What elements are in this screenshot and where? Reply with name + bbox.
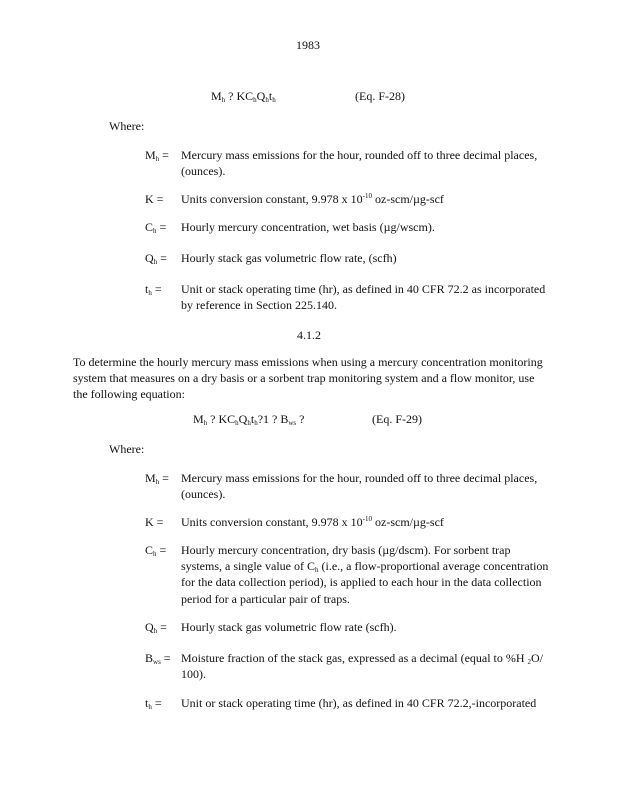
definition-th: [145, 281, 555, 315]
eq-subscript: h: [203, 419, 208, 427]
page-number: 1983: [296, 38, 320, 52]
definition-text: Hourly stack gas volumetric flow rate, (scfh): [181, 251, 397, 265]
equation-f29: [193, 411, 304, 427]
equation-f28: [211, 88, 276, 104]
eq-symbol: M: [211, 89, 222, 103]
eq-subscript: h: [265, 96, 269, 104]
section-number: 4.1.2: [297, 328, 321, 342]
definition-text: Moisture fraction of the stack gas, expressed as a decimal (equal to %H $_2$O/ 100).: [181, 651, 544, 682]
definition-text: Mercury mass emissions for the hour, rounded off to three decimal places, (ounces).: [181, 471, 538, 502]
definition-text: Hourly mercury concentration, dry basis (µg/dscm). For sorbent trap systems, a single value of $C_h$ (i.e., a flow-proportional average concentration for the data collection period), is applied to each hour in the data collection period for a particular pair of traps.: [181, 543, 549, 606]
where-label: Where:: [109, 119, 145, 133]
equation-label-f28: (Eq. F-28): [355, 89, 405, 103]
definition-th: [145, 695, 555, 713]
definition-symbol: K =: [145, 192, 164, 206]
definition-ch: [145, 219, 555, 237]
equation-label-f29: (Eq. F-29): [372, 412, 422, 426]
eq-symbol: t: [268, 89, 273, 103]
definition-text: Hourly stack gas volumetric flow rate (scfh).: [181, 620, 397, 634]
definition-k: [145, 514, 555, 532]
eq-symbol: Q: [256, 89, 266, 103]
definition-symbol: K =: [145, 515, 164, 529]
definition-symbol: $M_h$ =: [145, 471, 169, 486]
eq-subscript: h: [272, 96, 276, 104]
eq-subscript: ws: [288, 419, 297, 427]
where-label: Where:: [109, 442, 145, 456]
eq-subscript: h: [247, 419, 251, 427]
definition-text: Unit or stack operating time (hr), as defined in 40 CFR 72.2,-incorporated: [181, 696, 537, 710]
definition-text: Hourly mercury concentration, wet basis (µg/wscm).: [181, 220, 435, 234]
definition-qh: [145, 250, 555, 268]
eq-symbol: t: [250, 412, 255, 426]
eq-symbol: M: [193, 412, 204, 426]
definition-mh: [145, 147, 555, 181]
definition-text: Units conversion constant, 9.978 x $10^{-10}$ oz-scm/µg-scf: [181, 515, 444, 529]
eq-operator: ? KC: [225, 89, 254, 103]
definition-symbol: $C_h$ =: [145, 220, 167, 235]
eq-subscript: h: [254, 419, 258, 427]
eq-operator: ?1 ? B: [257, 412, 289, 426]
definition-symbol: $Q_h$ =: [145, 251, 167, 266]
definition-symbol: $M_h$ =: [145, 148, 169, 163]
eq-symbol: Q: [238, 412, 248, 426]
definition-text: Unit or stack operating time (hr), as defined in 40 CFR 72.2 as incorporated by reference in Section 225.140.: [181, 282, 546, 313]
eq-operator: ?: [296, 412, 305, 426]
definition-symbol: $C_h$ =: [145, 543, 167, 558]
definition-symbol: $Q_h$ =: [145, 620, 167, 635]
eq-operator: ? KC: [207, 412, 236, 426]
definition-symbol: $t_h$ =: [145, 282, 162, 297]
definition-symbol: $B_{ws}$ =: [145, 651, 171, 666]
definition-symbol: $t_h$ =: [145, 696, 162, 711]
definition-mh: [145, 470, 555, 504]
eq-subscript: h: [253, 96, 257, 104]
intro-paragraph: To determine the hourly mercury mass emissions when using a mercury concentration monitoring system that measures on a dry basis or a sorbent trap monitoring system and a flow monitor, use the following equation:: [73, 355, 543, 402]
definition-k: [145, 191, 555, 209]
definition-ch: [145, 542, 555, 608]
definition-bws: [145, 650, 555, 684]
definition-text: Mercury mass emissions for the hour, rounded off to three decimal places, (ounces).: [181, 148, 538, 179]
eq-subscript: h: [235, 419, 239, 427]
eq-subscript: h: [221, 96, 226, 104]
definition-text: Units conversion constant, 9.978 x $10^{-10}$ oz-scm/µg-scf: [181, 192, 444, 206]
definition-qh: [145, 619, 555, 637]
